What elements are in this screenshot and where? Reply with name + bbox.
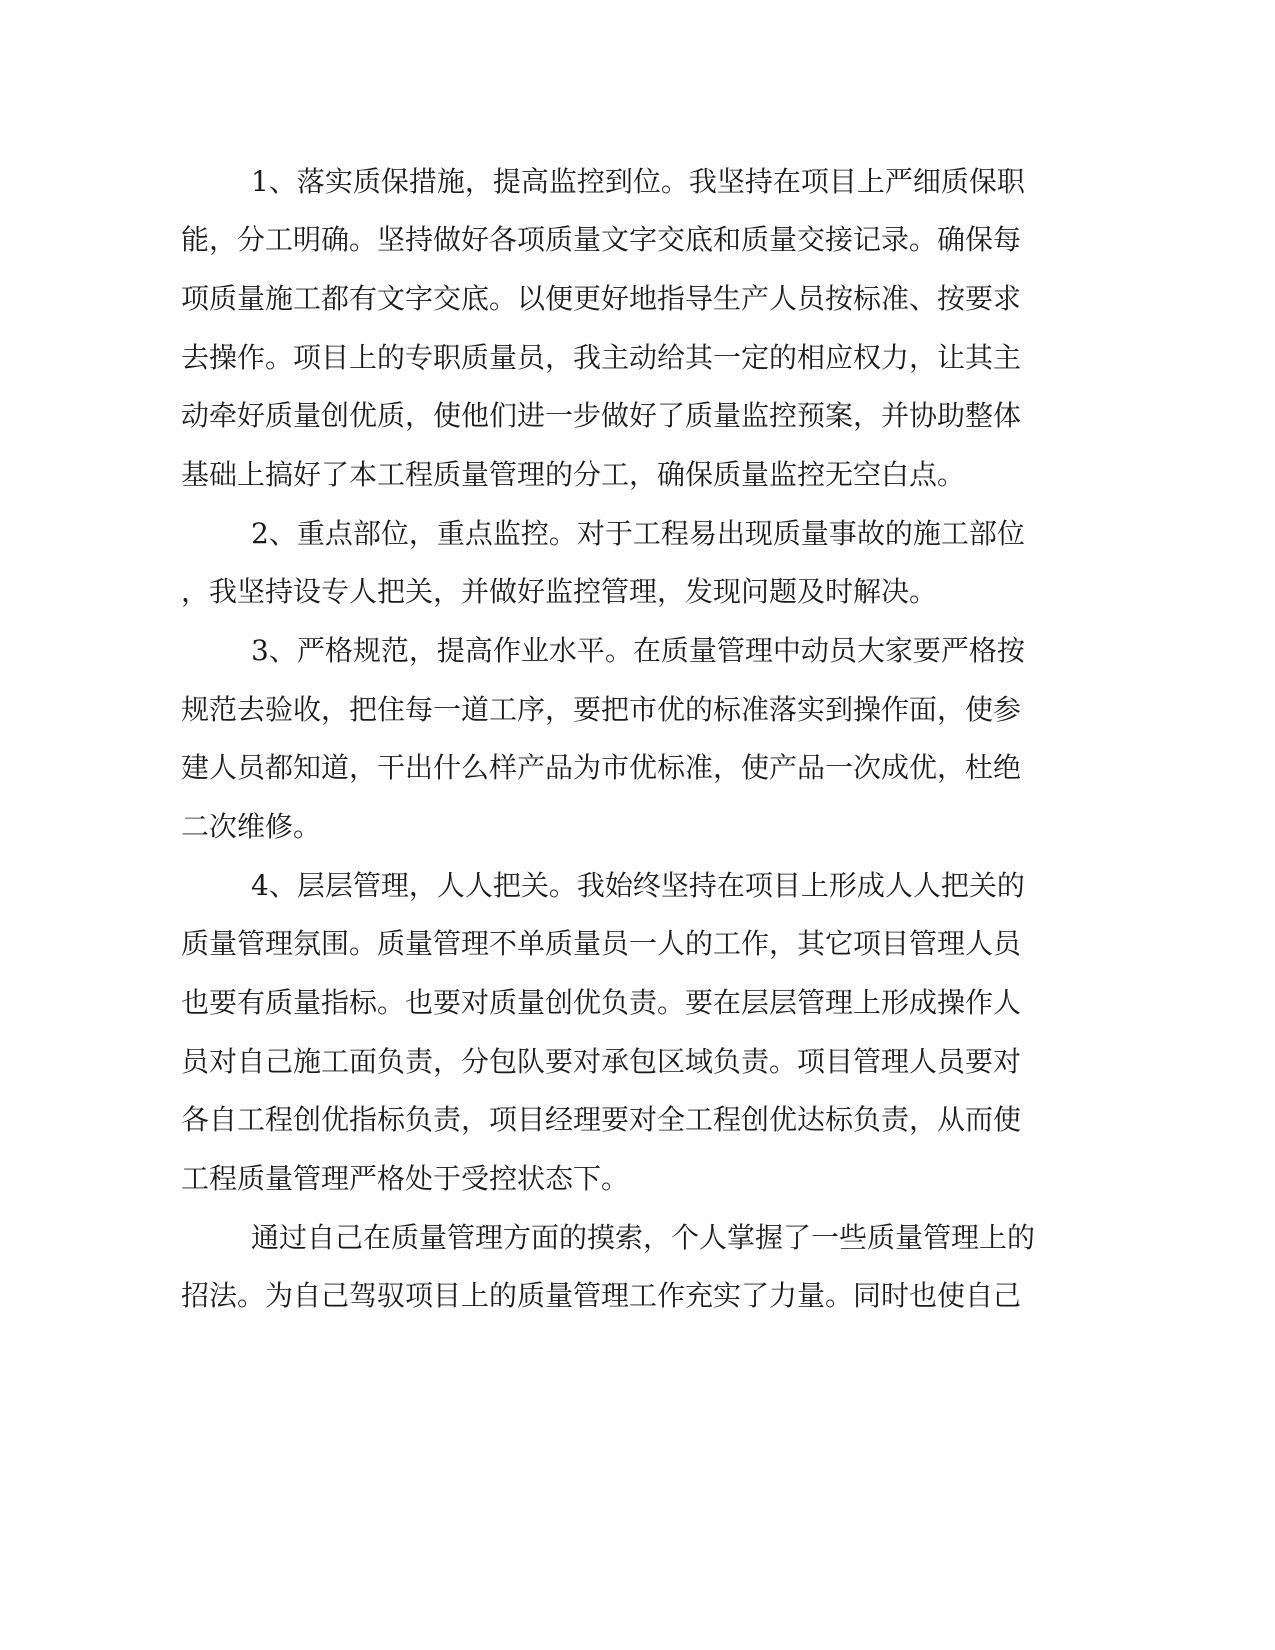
text-line: 二次维修。 <box>181 810 322 843</box>
text-line: 规范去验收，把住每一道工序，要把市优的标准落实到操作面，使参 <box>181 693 1022 726</box>
text-line: ，我坚持设专人把关，并做好监控管理，发现问题及时解决。 <box>181 575 938 608</box>
text-line: 3、严格规范，提高作业水平。在质量管理中动员大家要严格按 <box>251 634 1025 667</box>
text-line: 项质量施工都有文字交底。以便更好地指导生产人员按标准、按要求 <box>181 282 1022 315</box>
text-line: 也要有质量指标。也要对质量创优负责。要在层层管理上形成操作人 <box>181 986 1022 1019</box>
text-line: 能，分工明确。坚持做好各项质量文字交底和质量交接记录。确保每 <box>181 223 1022 256</box>
text-line: 1、落实质保措施，提高监控到位。我坚持在项目上严细质保职 <box>251 165 1025 198</box>
text-line: 招法。为自己驾驭项目上的质量管理工作充实了力量。同时也使自己 <box>181 1279 1022 1312</box>
text-line: 基础上搞好了本工程质量管理的分工，确保质量监控无空白点。 <box>181 458 966 491</box>
text-line: 工程质量管理严格处于受控状态下。 <box>181 1162 630 1195</box>
text-line: 4、层层管理，人人把关。我始终坚持在项目上形成人人把关的 <box>251 869 1025 902</box>
text-line: 建人员都知道，干出什么样产品为市优标准，使产品一次成优，杜绝 <box>181 751 1022 784</box>
text-line: 2、重点部位，重点监控。对于工程易出现质量事故的施工部位 <box>251 517 1025 550</box>
text-line: 质量管理氛围。质量管理不单质量员一人的工作，其它项目管理人员 <box>181 927 1022 960</box>
text-line: 通过自己在质量管理方面的摸索，个人掌握了一些质量管理上的 <box>251 1221 1036 1254</box>
text-line: 各自工程创优指标负责，项目经理要对全工程创优达标负责，从而使 <box>181 1103 1022 1136</box>
text-line: 员对自己施工面负责，分包队要对承包区域负责。项目管理人员要对 <box>181 1045 1022 1078</box>
text-line: 去操作。项目上的专职质量员，我主动给其一定的相应权力，让其主 <box>181 341 1022 374</box>
text-line: 动牵好质量创优质，使他们进一步做好了质量监控预案，并协助整体 <box>181 399 1022 432</box>
